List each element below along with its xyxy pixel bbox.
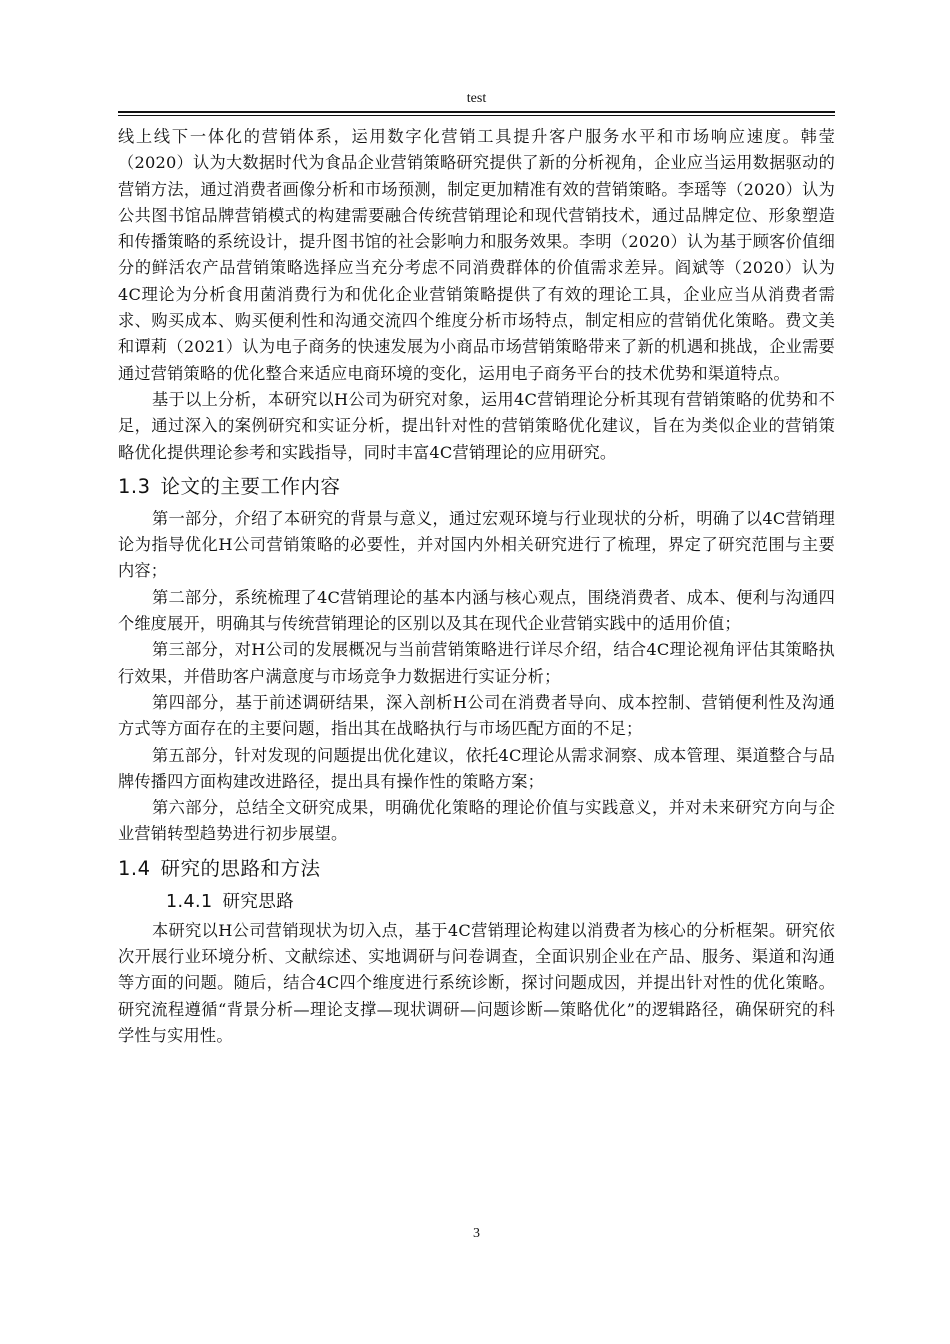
body-paragraph: 第五部分，针对发现的问题提出优化建议，依托4C理论从需求洞察、成本管理、渠道整合与品牌传播四方面构建改进路径，提出具有操作性的策略方案； — [118, 745, 835, 791]
page-content — [118, 124, 835, 1049]
header-rule-thin — [118, 115, 835, 116]
body-paragraph: 第二部分，系统梳理了4C营销理论的基本内涵与核心观点，围绕消费者、成本、便利与沟通四个维度展开，明确其与传统营销理论的区别以及其在现代企业营销实践中的适用价值； — [118, 587, 835, 634]
body-paragraph: 线上线下一体化的营销体系，运用数字化营销工具提升客户服务水平和市场响应速度。韩莹（2020）认为大数据时代为食品企业营销策略研究提供了新的分析视角，企业应当运用数据驱动的营销方法，通过消费者画像分析和市场预测，制定更加精准有效的营销策略。李瑶等（2020）认为公共图书馆品牌营销模式的构建需要融合传统营销理论和现代营销技术，通过品牌定位、形象塑造和传播策略的系统设计，提升图书馆的社会影响力和服务效果。李明（2020）认为基于顾客价值细分的鲜活农产品营销策略选择应当充分考虑不同消费群体的价值需求差异。阎斌等（2020）认为4C理论为分析食用菌消费行为和优化企业营销策略提供了有效的理论工具，企业应当从消费者需求、购买成本、购买便利性和沟通交流四个维度分析市场特点，制定相应的营销优化策略。费文美和谭莉（2021）认为电子商务的快速发展为小商品市场营销策略带来了新的机遇和挑战，企业需要通过营销策略的优化整合来适应电商环境的变化，运用电子商务平台的技术优势和渠道特点。 — [118, 127, 835, 383]
body-paragraph: 第六部分，总结全文研究成果，明确优化策略的理论价值与实践意义，并对未来研究方向与企业营销转型趋势进行初步展望。 — [118, 798, 835, 844]
section-title: 研究的思路和方法 — [160, 856, 321, 880]
subsection-title: 研究思路 — [222, 891, 295, 912]
section-number: 1.3 — [118, 474, 151, 498]
header-rule-thick — [118, 111, 835, 113]
body-paragraph: 基于以上分析，本研究以H公司为研究对象，运用4C营销理论分析其现有营销策略的优势和不足，通过深入的案例研究和实证分析，提出针对性的营销策略优化建议，旨在为类似企业的营销策略优化提供理论参考和实践指导，同时丰富4C营销理论的应用研究。 — [118, 389, 835, 462]
page-header: test — [466, 91, 487, 106]
body-paragraph: 第四部分，基于前述调研结果，深入剖析H公司在消费者导向、成本控制、营销便利性及沟通方式等方面存在的主要问题，指出其在战略执行与市场匹配方面的不足； — [118, 692, 835, 739]
section-heading — [118, 472, 835, 502]
page-number: 3 — [473, 1226, 480, 1241]
body-paragraph: 第一部分，介绍了本研究的背景与意义，通过宏观环境与行业现状的分析，明确了以4C营销理论为指导优化H公司营销策略的必要性，并对国内外相关研究进行了梳理，界定了研究范围与主要内容； — [118, 508, 835, 581]
subsection-heading — [166, 888, 835, 916]
subsection-number: 1.4.1 — [166, 891, 213, 912]
body-paragraph: 本研究以H公司营销现状为切入点，基于4C营销理论构建以消费者为核心的分析框架。研究依次开展行业环境分析、文献综述、实地调研与问卷调查，全面识别企业在产品、服务、渠道和沟通等方面的问题。随后，结合4C四个维度进行系统诊断，探讨问题成因，并提出针对性的优化策略。研究流程遵循“背景分析—理论支撑—现状调研—问题诊断—策略优化”的逻辑路径，确保研究的科学性与实用性。 — [118, 920, 835, 1045]
section-title: 论文的主要工作内容 — [160, 474, 341, 498]
section-number: 1.4 — [118, 856, 151, 880]
body-paragraph: 第三部分，对H公司的发展概况与当前营销策略进行详尽介绍，结合4C理论视角评估其策略执行效果，并借助客户满意度与市场竞争力数据进行实证分析； — [118, 640, 835, 686]
section-heading — [118, 854, 835, 884]
